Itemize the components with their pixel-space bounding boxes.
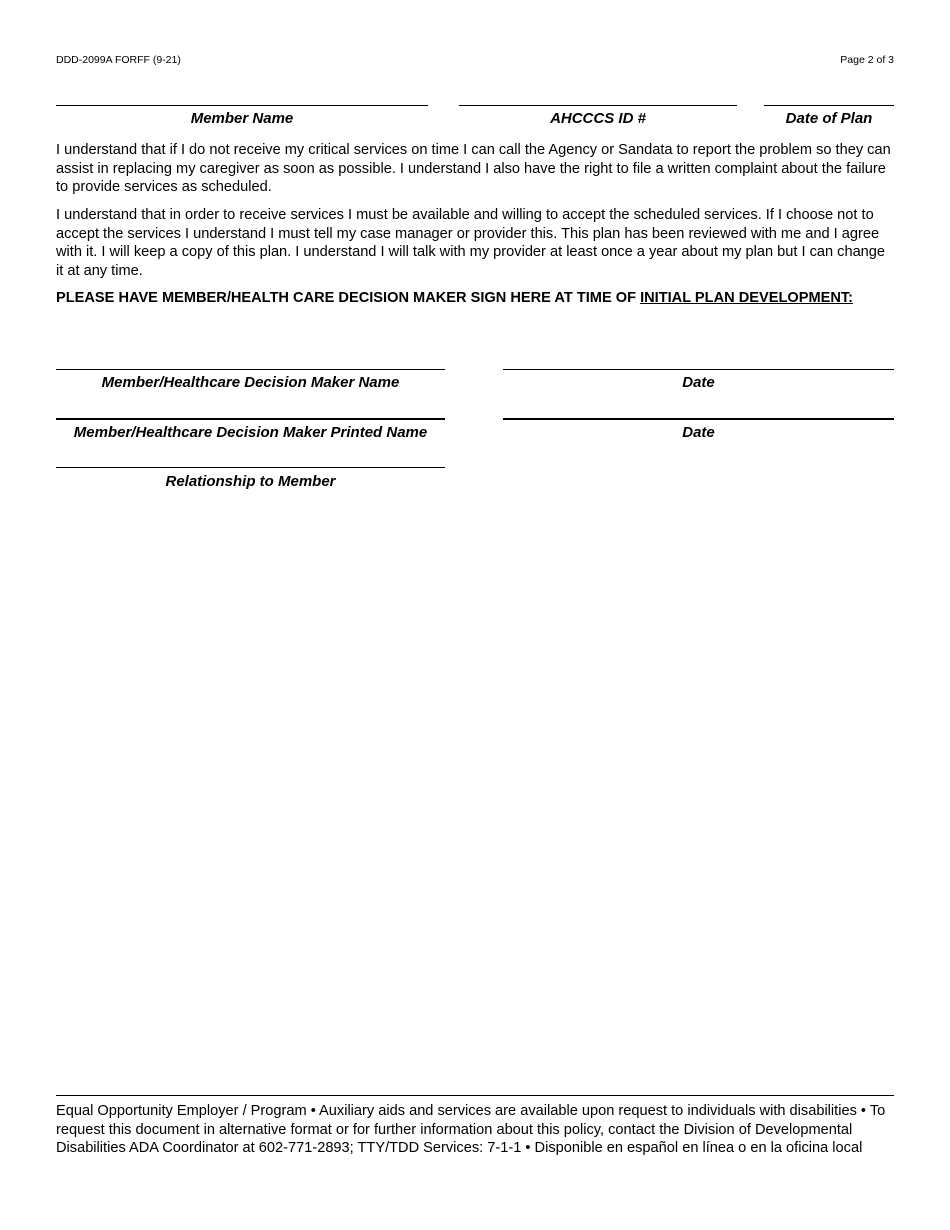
page-number: Page 2 of 3 xyxy=(840,54,894,66)
paragraph-acceptance: I understand that in order to receive services I must be available and willing to accept the scheduled services. If I choose not to accept the services I understand I must tell my case manager or provider this. This plan has been reviewed with me and I agree with it. I will keep a copy of this plan. I understand I will talk with my provider at least once a year about my plan but I can change it at any time. xyxy=(56,207,886,279)
member-name-label: Member Name xyxy=(190,110,294,127)
date-line-2[interactable] xyxy=(503,418,894,420)
date-label-2: Date xyxy=(682,424,715,441)
ahcccs-id-line[interactable] xyxy=(459,105,737,106)
footer-text: Equal Opportunity Employer / Program • Auxiliary aids and services are available upon request to individuals with disabilities • To request this document in alternative format or for further information about this policy, contact the Division of Developmental Disabilities ADA Coordinator at 602-771-2893; TTY/TDD Services: 7-1-1 • Disponible en español en línea o en la oficina local xyxy=(56,1103,886,1156)
signature-instruction-heading xyxy=(56,289,896,308)
heading-underlined: INITIAL PLAN DEVELOPMENT: xyxy=(640,290,854,306)
decision-maker-name-label: Member/Healthcare Decision Maker Name xyxy=(101,374,400,391)
relationship-line[interactable] xyxy=(56,467,445,468)
date-line-1[interactable] xyxy=(503,369,894,370)
ahcccs-id-label: AHCCCS ID # xyxy=(550,110,646,127)
date-of-plan-line[interactable] xyxy=(764,105,894,106)
footer-divider xyxy=(56,1095,894,1096)
paragraph-critical-services: I understand that if I do not receive my critical services on time I can call the Agency or Sandata to report the problem so they can assist in replacing my caregiver as soon as possible. I understand I also have the right to file a written complaint about the failure to provide services as scheduled. xyxy=(56,142,891,195)
printed-name-line[interactable] xyxy=(56,418,445,420)
decision-maker-name-line[interactable] xyxy=(56,369,445,370)
form-id: DDD-2099A FORFF (9-21) xyxy=(56,54,181,66)
printed-name-label: Member/Healthcare Decision Maker Printed Name xyxy=(73,424,428,441)
date-label-1: Date xyxy=(682,374,715,391)
heading-prefix: PLEASE HAVE MEMBER/HEALTH CARE DECISION MAKER SIGN HERE AT TIME OF xyxy=(56,290,641,306)
relationship-label: Relationship to Member xyxy=(165,473,336,490)
date-of-plan-label: Date of Plan xyxy=(785,110,873,127)
member-name-line[interactable] xyxy=(56,105,428,106)
